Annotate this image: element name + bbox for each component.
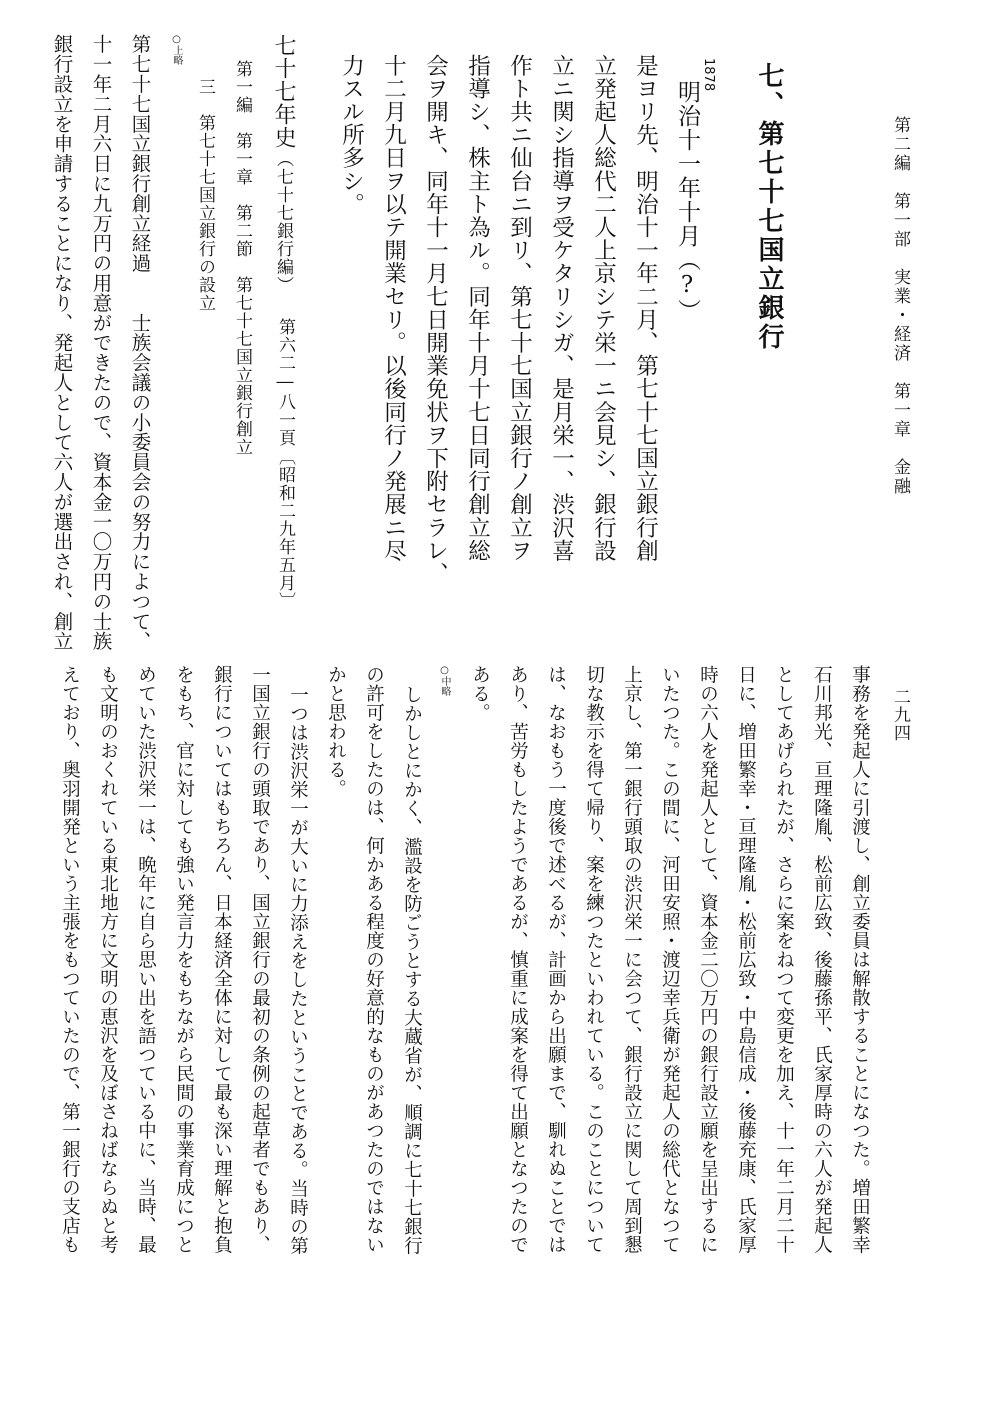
source-line: 事務を発起人に引渡し、創立委員は解散することになつた。増田繁幸 — [849, 665, 871, 1254]
source-line: も文明のおくれている東北地方に文明の恵沢を及ぼさねばならぬと考 — [97, 665, 119, 1254]
source-line: ある。 — [469, 665, 491, 722]
source-line: かと思われる。 — [325, 665, 347, 798]
record-line: 立ニ関シ指導ヲ受ケタリシガ、是月栄一、渋沢喜 — [548, 54, 575, 563]
source-breadcrumb: 第一編 第一章 第二節 第七十七国立銀行創立 — [232, 60, 252, 456]
source-line: 石川邦光、亘理隆胤、松前広致、後藤孫平、氏家厚時の六人が発起人 — [811, 665, 833, 1254]
source-line: 日に、増田繁幸・亘理隆胤・松前広致・中島信成・後藤充康、氏家厚 — [735, 665, 757, 1254]
source-subsection: 三 第七十七国立銀行の設立 — [195, 78, 215, 312]
source-pages: 第六二―八一頁 — [275, 318, 295, 447]
page-number: 二九四 — [890, 688, 910, 742]
record-line: 指導シ、株主ト為ル。同年十月十七日同行創立総 — [464, 54, 491, 563]
source-line: 切な教示を得て帰り、案を練つたといわれている。このことについて — [583, 665, 605, 1254]
year-annotation: 1878 — [701, 58, 716, 92]
record-date: 明治十一年十月（?） — [674, 80, 700, 323]
source-line: 上京し、第一銀行頭取の渋沢栄一に会つて、銀行設立に関して周到懇 — [621, 665, 643, 1254]
source-line: 銀行についてはもちろん、日本経済全体に対して最も深い理解と抱負 — [211, 665, 233, 1254]
source-line: 十一年二月六日に九万円の用意ができたので、資本金一〇万円の士族 — [89, 34, 113, 651]
source-line: 時の六人を発起人として、資本金二〇万円の銀行設立願を呈出するに — [697, 665, 719, 1254]
source-line: 一つは渋沢栄一が大いに力添えをしたということである。当時の第 — [287, 685, 309, 1255]
record-line: 会ヲ開キ、同年十一月七日開業免状ヲ下附セラレ、 — [422, 54, 449, 586]
source-line: をもち、官に対しても強い発言力をもちながら民間の事業育成につと — [173, 665, 195, 1254]
source-line: としてあげられたが、さらに案をねつて変更を加え、十一年二月二十 — [773, 665, 795, 1254]
source-line: えており、奥羽開発という主張をもつていたので、第一銀行の支店も — [59, 665, 81, 1254]
source-line: めていた渋沢栄一は、晩年に自ら思い出を語つている中に、当時、最 — [135, 665, 157, 1254]
running-header: 第二編 第一部 実業・経済 第一章 金融 — [890, 116, 910, 496]
source-line: 一国立銀行の頭取であり、国立銀行の最初の条例の起草者でもあり、 — [249, 665, 271, 1254]
record-line: 立発起人総代二人上京シテ栄一ニ会見シ、銀行設 — [590, 54, 617, 563]
source-title: 七十七年史 — [271, 34, 296, 149]
source-line: あり、苦労もしたようであるが、慎重に成案を得て出願となつたので — [507, 665, 529, 1254]
record-line: 是ヨリ先、明治十一年二月、第七十七国立銀行創 — [632, 54, 659, 563]
source-line: 銀行設立を申請することになり、発起人として六人が選出され、創立 — [50, 34, 74, 651]
source-line: 第七十七国立銀行創立経過 士族会議の小委員会の努力によつて、 — [128, 34, 152, 651]
source-date: 〔昭和二九年五月〕 — [275, 448, 295, 610]
section-title: 七、第七十七国立銀行 — [754, 62, 784, 352]
omission-note: ○上略 — [171, 34, 182, 65]
source-line: は、なおもう一度後で述べるが、計画から出願まで、馴れぬことでは — [545, 665, 567, 1254]
record-line: 力スル所多シ。 — [338, 54, 365, 216]
source-edition: （七十七銀行編） — [273, 150, 293, 294]
source-line: しかしとにかく、濫設を防ごうとする大蔵省が、順調に七十七銀行 — [401, 685, 423, 1255]
source-line: の許可をしたのは、何かある程度の好意的なものがあつたのではない — [363, 665, 385, 1254]
source-line: いたつた。この間に、河田安照・渡辺幸兵衛が発起人の総代となつて — [659, 665, 681, 1254]
record-line: 作ト共ニ仙台ニ到リ、第七十七国立銀行ノ創立ヲ — [506, 54, 533, 563]
omission-note: ○中略 — [439, 665, 450, 696]
record-line: 十二月九日ヲ以テ開業セリ。以後同行ノ発展ニ尽 — [380, 54, 407, 563]
